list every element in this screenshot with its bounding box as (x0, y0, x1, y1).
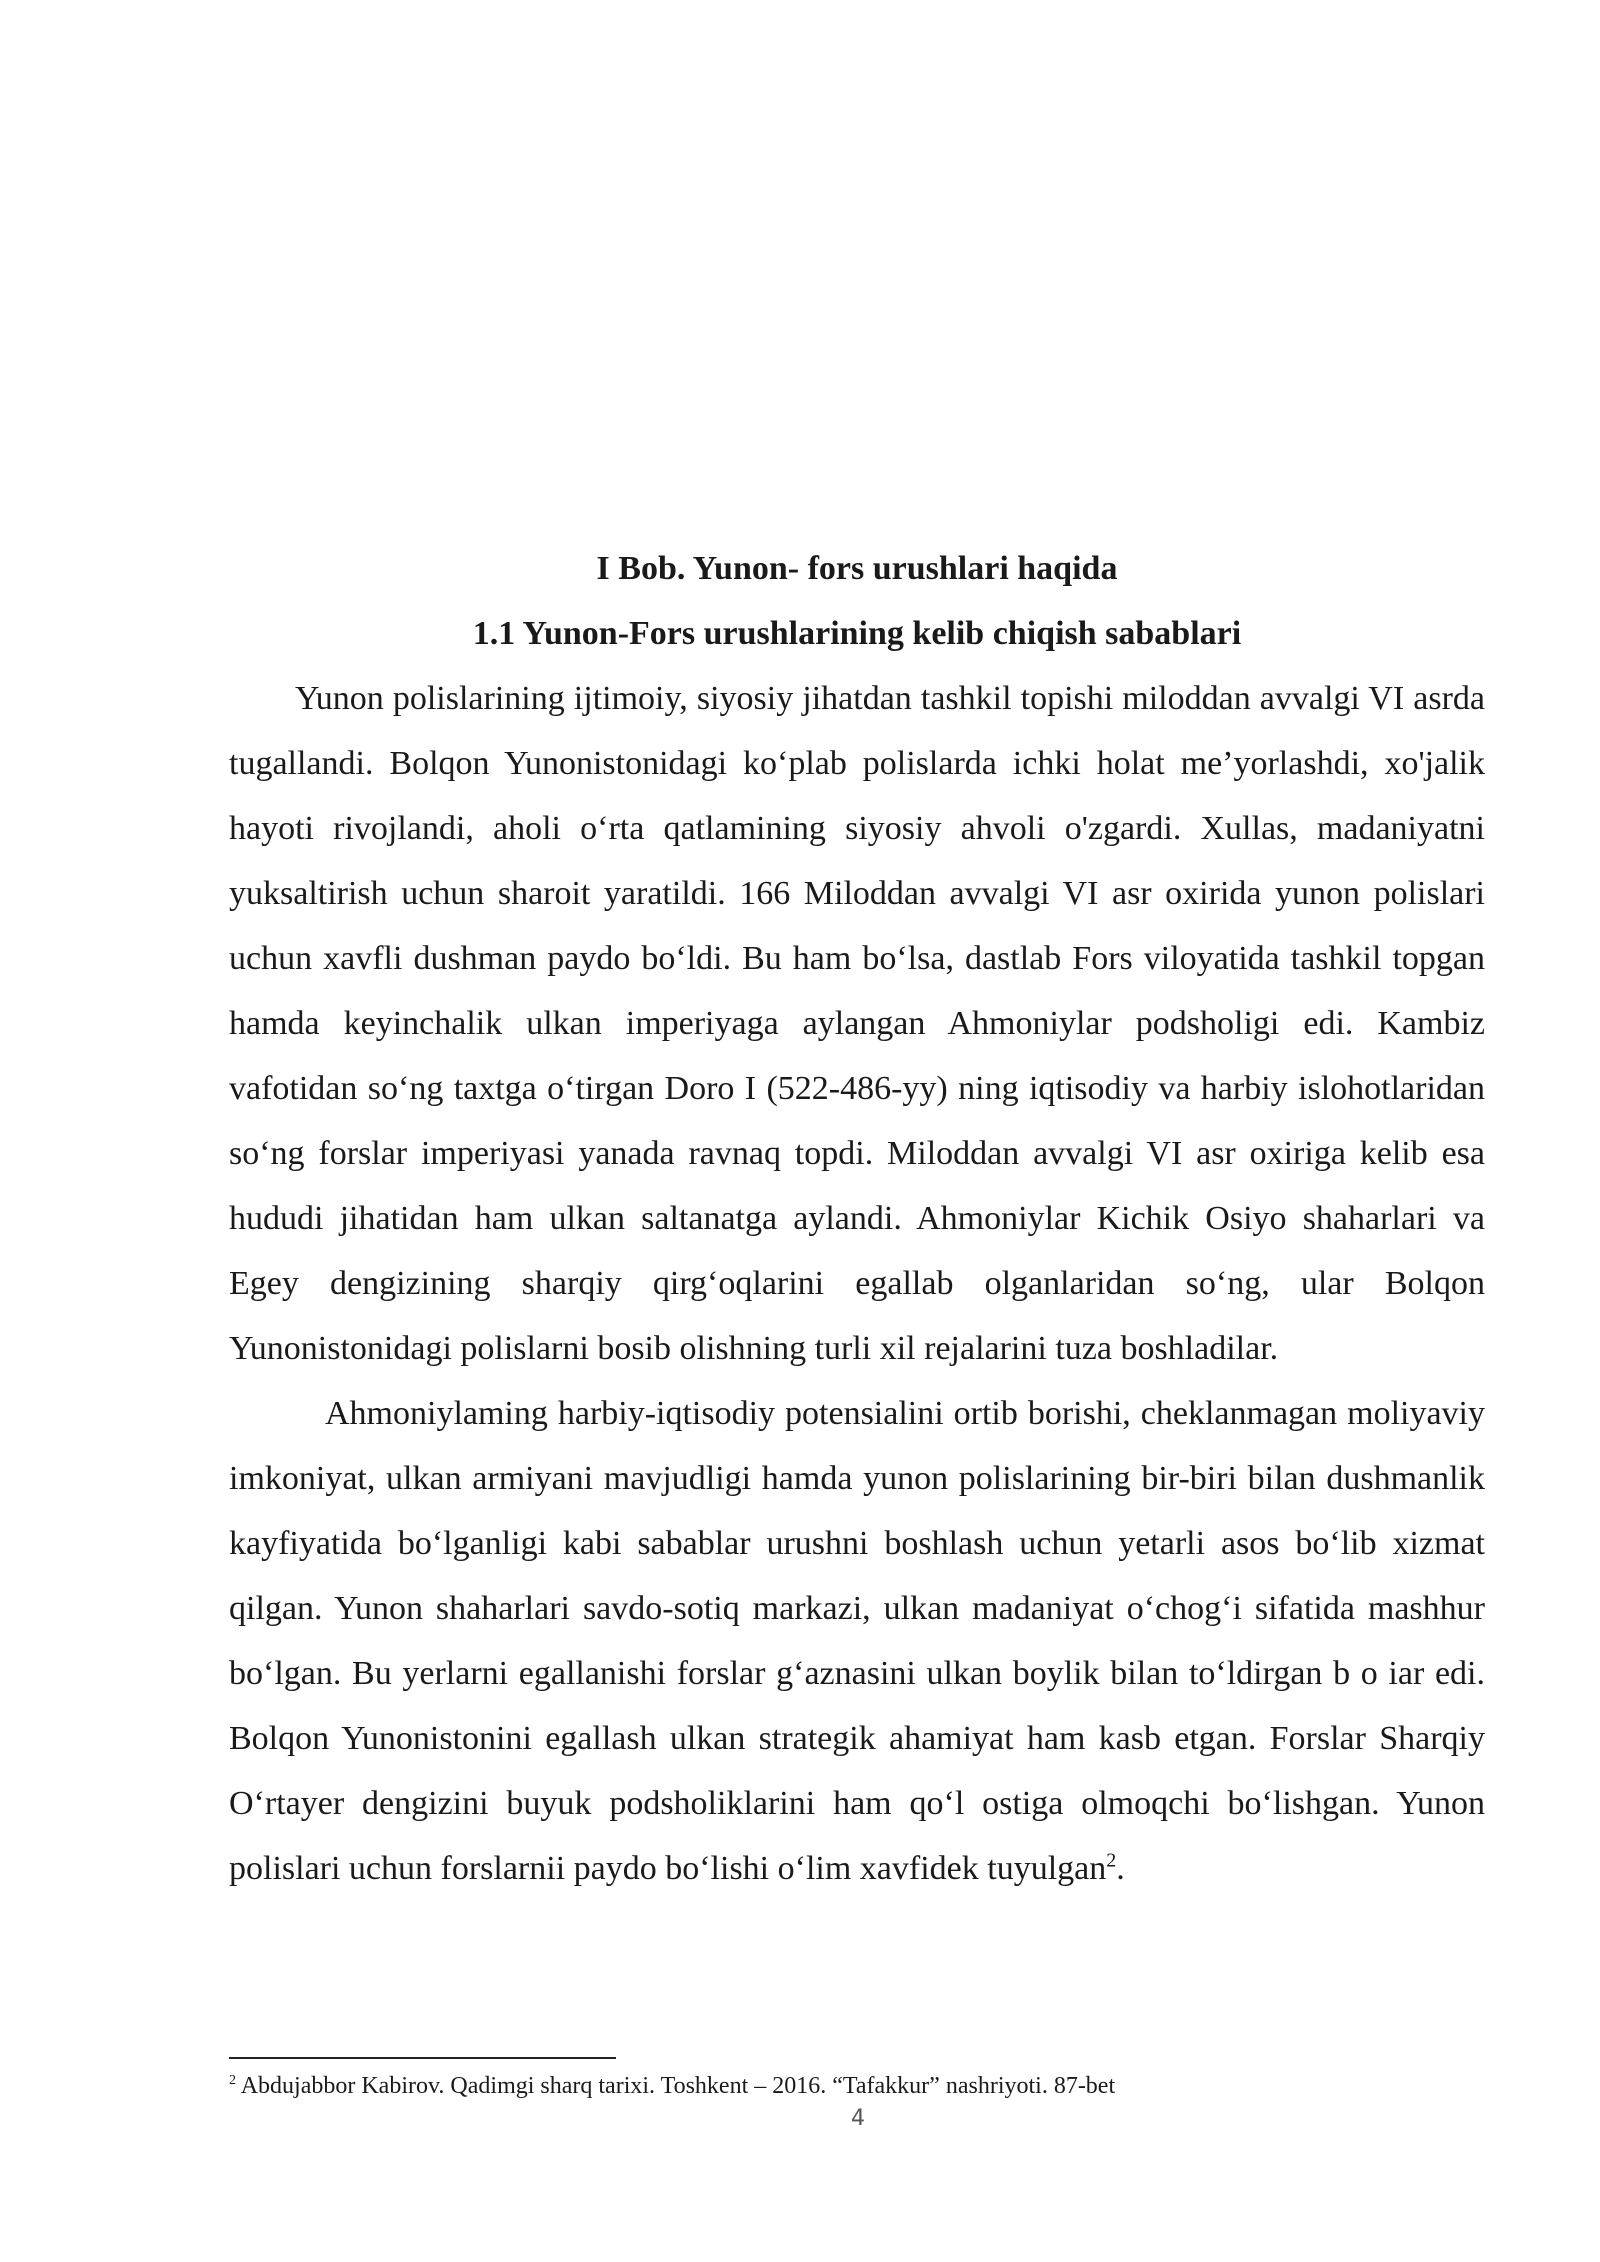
page-body (229, 536, 1485, 1901)
footnote-text: Abdujabbor Kabirov. Qadimgi sharq tarixi. Toshkent – 2016. “Tafakkur” nashriyoti. 87-bet (240, 2073, 1116, 2099)
paragraph-2-text: Ahmoniylaming harbiy-iqtisodiy potensialini ortib borishi, cheklanmagan moliyaviy imkoniyat, ulkan armiyani mavjudligi hamda yunon polislarining bir-biri bilan dushmanlik kayfiyatida bo‘lganligi kabi sabablar urushni boshlash uchun yetarli asos bo‘lib xizmat qilgan. Yunon shaharlari savdo-sotiq markazi, ulkan madaniyat o‘chog‘i sifatida mashhur bo‘lgan. Bu yerlarni egallanishi forslar g‘aznasini ulkan boylik bilan to‘ldirgan b o iar edi. Bolqon Yunonistonini egallash ulkan strategik ahamiyat ham kasb etgan. Forslar Sharqiy O‘rtayer dengizini buyuk podsholiklarini ham qo‘l ostiga olmoqchi bo‘lishgan. Yunon polislari uchun forslarnii paydo bo‘lishi o‘lim xavfidek tuyulgan (229, 1395, 1485, 1887)
footnote-reference: 2 (1106, 1849, 1117, 1872)
section-title: 1.1 Yunon-Fors urushlarining kelib chiqish sabablari (472, 615, 1242, 652)
footnote-marker: 2 (229, 2073, 236, 2088)
page-number: 4 (851, 2106, 865, 2131)
paragraph-1: Yunon polislarining ijtimoiy, siyosiy jihatdan tashkil topishi miloddan avvalgi VI asrda tugallandi. Bolqon Yunonistonidagi ko‘plab polislarda ichki holat me’yorlashdi, xo'jalik hayoti rivojlandi, aholi o‘rta qatlamining siyosiy ahvoli o'zgardi. Xullas, madaniyatni yuksaltirish uchun sharoit yaratildi. 166 Miloddan avvalgi VI asr oxirida yunon polislari uchun xavfli dushman paydo bo‘ldi. Bu ham bo‘lsa, dastlab Fors viloyatida tashkil topgan hamda keyinchalik ulkan imperiyaga aylangan Ahmoniylar podsholigi edi. Kambiz vafotidan so‘ng taxtga o‘tirgan Doro I (522-486-yy) ning iqtisodiy va harbiy islohotlaridan so‘ng forslar imperiyasi yanada ravnaq topdi. Miloddan avvalgi VI asr oxiriga kelib esa hududi jihatidan ham ulkan saltanatga aylandi. Ahmoniylar Kichik Osiyo shaharlari va Egey dengizining sharqiy qirg‘oqlarini egallab olganlaridan so‘ng, ular Bolqon Yunonistonidagi polislarni bosib olishning turli xil rejalarini tuza boshladilar. (229, 680, 1485, 1367)
paragraph-2 (229, 1381, 1485, 1901)
footnote-separator (229, 2057, 616, 2059)
chapter-title: I Bob. Yunon- fors urushlari haqida (596, 550, 1118, 587)
footnote (229, 2070, 1485, 2102)
paragraph-2-end: . (1116, 1850, 1125, 1887)
